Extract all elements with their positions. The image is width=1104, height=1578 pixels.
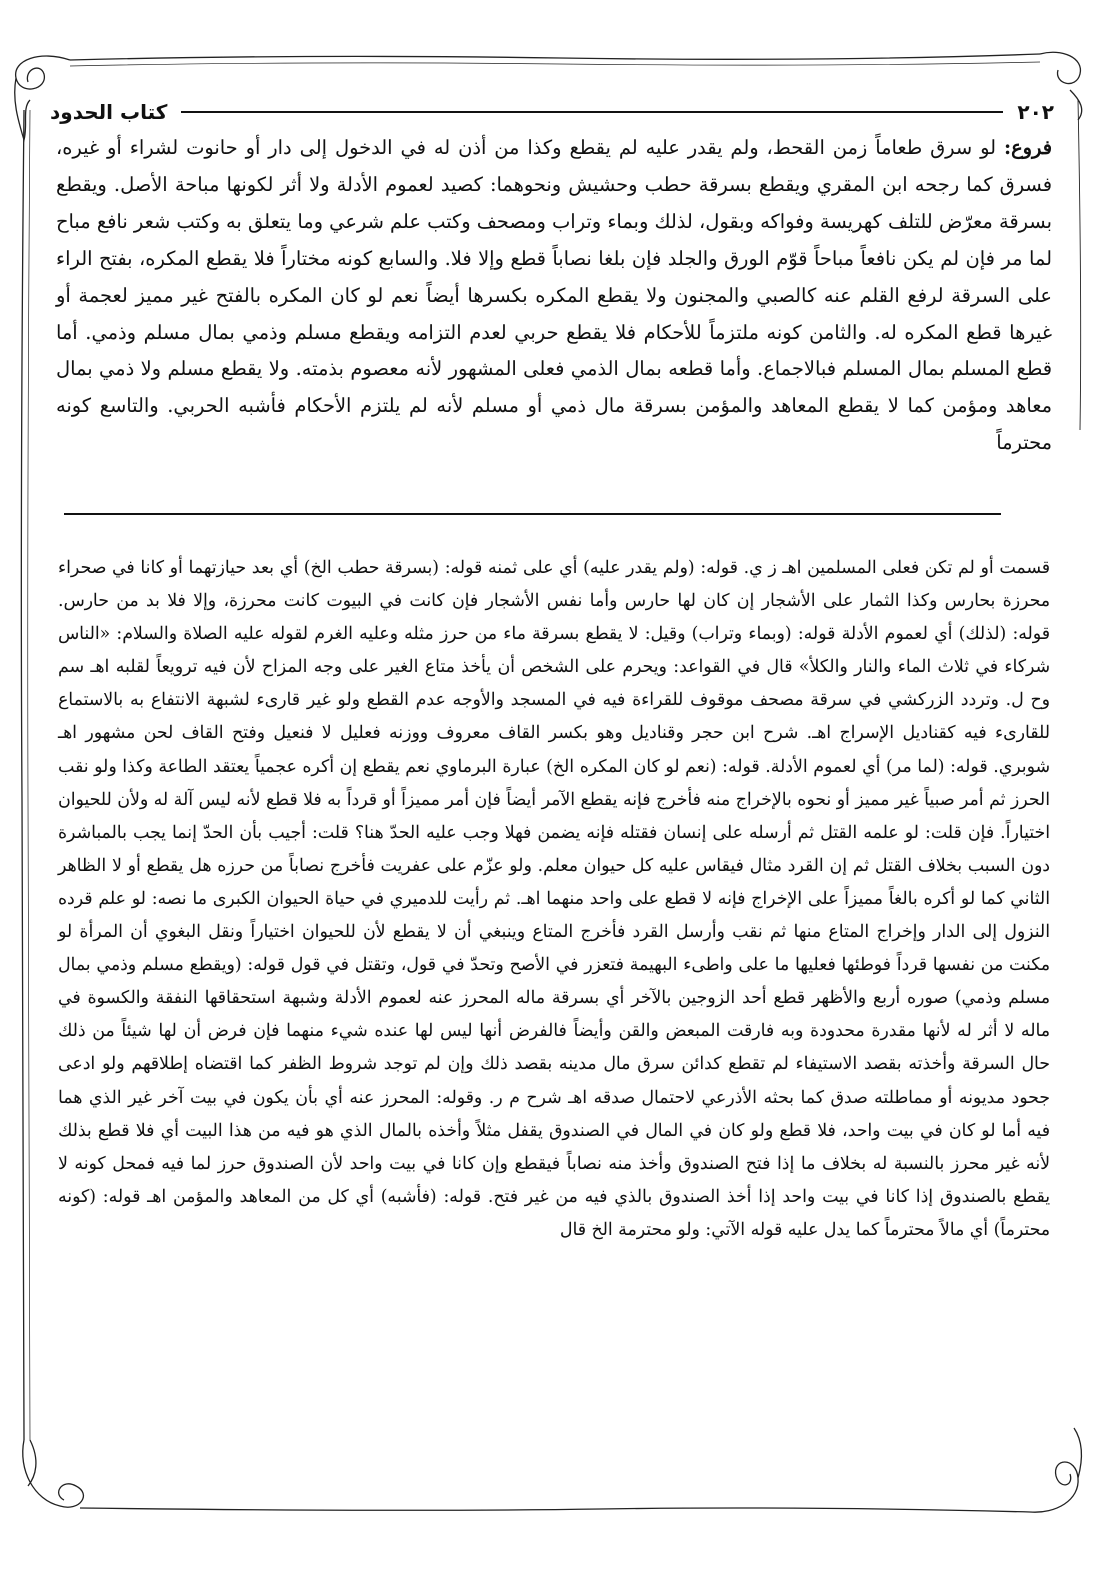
main-text-body: لو سرق طعاماً زمن القحط، ولم يقدر عليه لم يقطع وكذا من أذن له في الدخول إلى دار أو حانوت لشراء أو غيره، فسرق كما رجحه ابن المقري ويقطع بسرقة حطب وحشيش ونحوهما: كصيد لعموم الأدلة ولا أثر لكونها مباحة الأصل. ويقطع بسرقة معرّض للتلف كهريسة وفواكه وبقول، لذلك وبماء وتراب ومصحف وكتب علم شرعي وما يتعلق به وكتب شعر نافع مباح لما مر فإن لم يكن نافعاً مباحاً قوّم الورق والجلد فإن بلغا نصاباً قطع وإلا فلا. والسابع كونه مختاراً فلا يقطع المكره، بفتح الراء على السرقة لرفع القلم عنه كالصبي والمجنون ولا يقطع المكره بكسرها أيضاً نعم لو كان المكره بالفتح غير مميز لعجمة أو غيرها قطع المكره له. والثامن كونه ملتزماً للأحكام فلا يقطع حربي لعدم التزامه ويقطع مسلم وذمي بمال مسلم وذمي. أما قطع المسلم بمال المسلم فبالاجماع. وأما قطعه بمال الذمي فعلى المشهور لأنه معصوم بذمته. ولا يقطع مسلم ولا ذمي بمال معاهد ومؤمن كما لا يقطع المعاهد والمؤمن بسرقة مال ذمي أو مسلم لأنه لم يلتزم الأحكام فأشبه الحربي. والتاسع كونه محترماً [56,136,1052,455]
commentary-body: قسمت أو لم تكن فعلى المسلمين اهـ ز ي. قوله: (ولم يقدر عليه) أي على ثمنه قوله: (بسرقة حطب الخ) أي بعد حيازتهما أو كانا في صحراء محرزة بحارس وكذا الثمار على الأشجار إن كان لها حارس وأما نفس الأشجار فإن كانت في البيوت كانت محرزة، وإلا فلا بد من حارس. قوله: (لذلك) أي لعموم الأدلة قوله: (وبماء وتراب) وقيل: لا يقطع بسرقة ماء من حرز مثله وعليه الغرم لقوله عليه الصلاة والسلام: «الناس شركاء في ثلاث الماء والنار والكلأ» قال في القواعد: ويحرم على الشخص أن يأخذ متاع الغير على وجه المزاح لأن فيه ترويعاً لقلبه اهـ سم وح ل. وتردد الزركشي في سرقة مصحف موقوف للقراءة فيه في المسجد والأوجه عدم القطع ولو غير قارىء لشبهة الانتفاع به بالاستماع للقارىء فيه كقناديل الإسراج اهـ. شرح ابن حجر وقناديل وهو بكسر القاف معروف ووزنه فعليل لا فنعيل وفتح القاف لحن مشهور اهـ شوبري. قوله: (لما مر) أي لعموم الأدلة. قوله: (نعم لو كان المكره الخ) عبارة البرماوي نعم يقطع إن أكره عجمياً يعتقد الطاعة وكذا ولو نقب الحرز ثم أمر صبياً غير مميز أو نحوه بالإخراج منه فأخرج فإنه يقطع الآمر أيضاً فإن أمر مميزاً أو قرداً به فلا قطع لأنه ليس آلة له ولأن للحيوان اختياراً. فإن قلت: لو علمه القتل ثم أرسله على إنسان فقتله فإنه يضمن فهلا وجب عليه الحدّ هنا؟ قلت: أجيب بأن الحدّ إنما يجب بالمباشرة دون السبب بخلاف القتل ثم إن القرد مثال فيقاس عليه كل حيوان معلم. ولو عزّم على عفريت فأخرج نصاباً من حرزه هل يقطع أو لا الظاهر الثاني كما لو أكره بالغاً مميزاً على الإخراج فإنه لا قطع على واحد منهما اهـ. ثم رأيت للدميري في حياة الحيوان الكبرى ما نصه: لو علم قرده النزول إلى الدار وإخراج المتاع منها ثم نقب وأرسل القرد فأخرج المتاع وينبغي أن لا يقطع لأن للحيوان اختياراً ونقل البغوي أن المرأة لو مكنت من نفسها قرداً فوطئها فعليها ما على واطىء البهيمة فتعزر في الأصح وتحدّ في قول، وتقتل في قول قوله: (ويقطع مسلم وذمي بمال مسلم وذمي) صوره أربع والأظهر قطع أحد الزوجين بالآخر أي بسرقة ماله المحرز عنه لعموم الأدلة وشبهة استحقاقها النفقة والكسوة في ماله لا أثر له لأنها مقدرة محدودة وبه فارقت المبعض والقن وأيضاً فالفرض أنها ليس لها عنده شيء منهما فإن فرض أن لها شيئاً من ذلك حال السرقة وأخذته بقصد الاستيفاء لم تقطع كدائن سرق مال مدينه بقصد ذلك وإن لم توجد شروط الظفر كما اقتضاه إطلاقهم ولو ادعى جحود مديونه أو مماطلته صدق كما بحثه الأذرعي لاحتمال صدقه اهـ شرح م ر. وقوله: المحرز عنه أي بأن يكون في بيت آخر غير الذي هما فيه أما لو كان في بيت واحد، فلا قطع ولو كان في المال في الصندوق يقفل مثلاً وأخذه بالمال الذي هو فيه من هذا البيت أي فلا قطع بذلك لأنه غير محرز بالنسبة له بخلاف ما إذا فتح الصندوق وأخذ منه نصاباً فيقطع وإن كانا في بيت واحد لأن الصندوق حرز لما فيه فمحل كونه لا يقطع بالصندوق إذا كانا في بيت واحد إذا أخذ الصندوق بالذي فيه من غير فتح. قوله: (فأشبه) أي كل من المعاهد والمؤمن اهـ قوله: (كونه محترماً) أي مالاً محترماً كما يدل عليه قوله الآتي: ولو محترمة الخ قال [58,558,1050,1240]
corner-flourish-bottom-left [23,1440,84,1507]
border-left-line-inner [28,110,30,1440]
border-left-line [21,110,24,1440]
border-right-line [1078,100,1081,430]
header-rule [181,111,1003,113]
footnote-divider [64,513,1001,515]
border-bottom-line [80,1508,1030,1512]
main-text-lead: فروع: [1003,136,1052,159]
commentary-block [58,552,1050,1247]
page-header [50,96,1054,128]
border-top-line-inner [70,62,1040,66]
border-top-line [70,54,1040,60]
page-number: ٢٠٢ [1017,100,1054,124]
corner-flourish-bottom-right [1030,1428,1081,1512]
book-title: كتاب الحدود [50,100,168,124]
main-text-block [56,130,1052,462]
